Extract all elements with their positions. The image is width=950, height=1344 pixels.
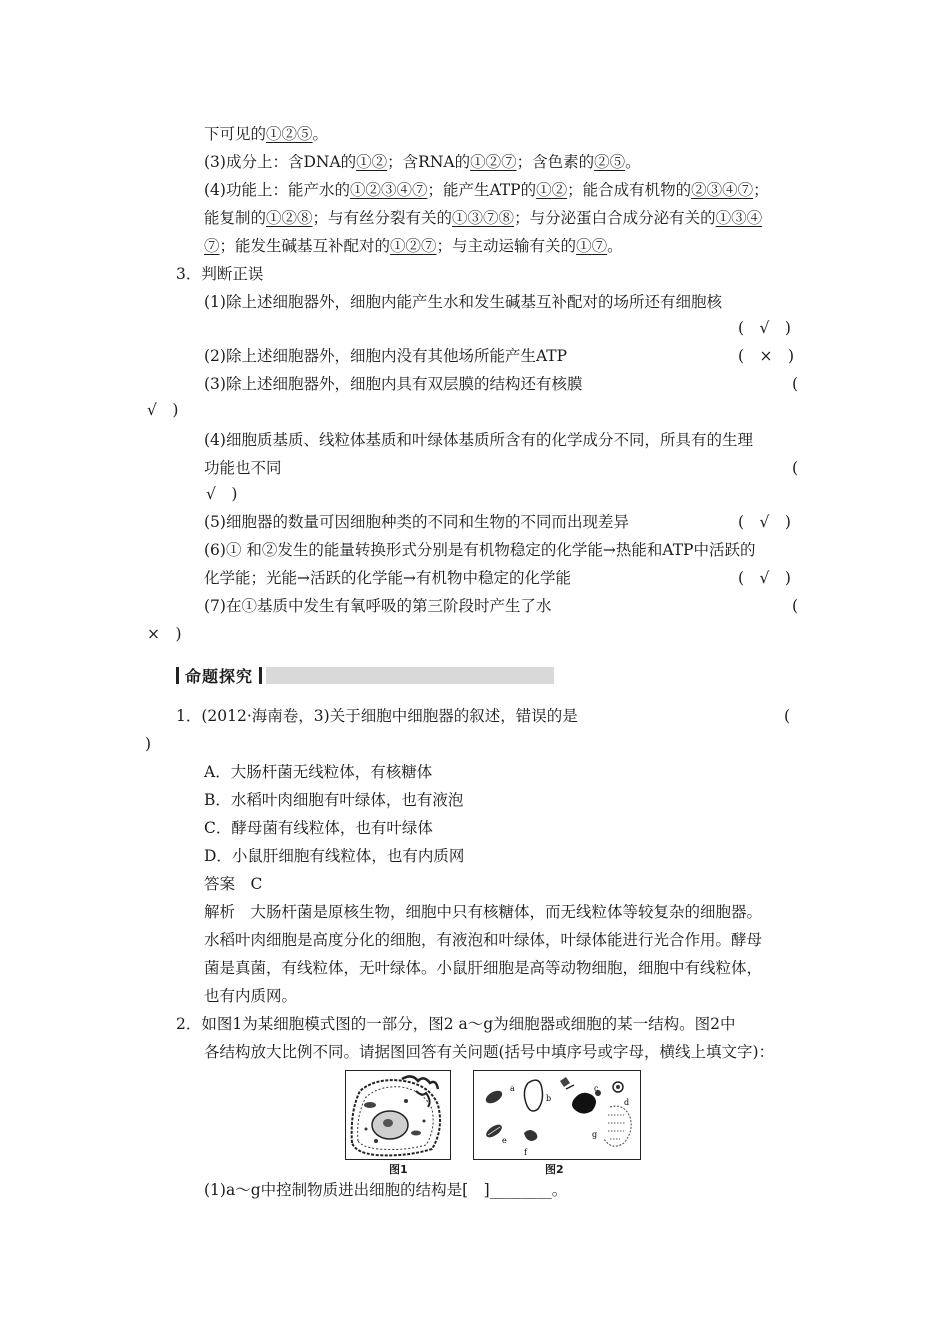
- answer-bracket-close: ): [145, 735, 152, 753]
- text: ；能产生ATP的: [427, 181, 537, 199]
- explanation-line: 水稻叶肉细胞是高度分化的细胞，有液泡和叶绿体，叶绿体能进行光合作用。酵母: [204, 931, 763, 949]
- underlined-answer: ①⑦: [576, 237, 608, 255]
- option-d: D．小鼠肝细胞有线粒体，也有内质网: [204, 847, 465, 865]
- explanation-line: 菌是真菌，有线粒体，无叶绿体。小鼠肝细胞是高等动物细胞，细胞中有线粒体，: [204, 959, 763, 977]
- judgement-item: (3)除上述细胞器外，细胞内具有双层膜的结构还有核膜: [204, 375, 583, 393]
- label-f: f: [524, 1148, 527, 1157]
- judgement-answer: √ ): [147, 401, 179, 419]
- judgement-answer-open: (: [792, 597, 799, 615]
- underlined-answer: ①②: [356, 153, 388, 171]
- figure-1-frame: [345, 1070, 451, 1160]
- text: 。: [312, 125, 329, 143]
- question-2-cont: 各结构放大比例不同。请据图回答有关问题(括号中填序号或字母，横线上填文字)：: [204, 1043, 775, 1061]
- judgement-item: (6)① 和②发生的能量转换形式分别是有机物稳定的化学能→热能和ATP中活跃的: [204, 541, 756, 559]
- judgement-answer: ( √ ): [738, 513, 791, 531]
- underlined-answer: ①②⑤: [266, 125, 313, 143]
- underlined-answer: ①②③④⑦: [349, 181, 428, 199]
- text: ；能合成有机物的: [567, 181, 692, 199]
- judgement-item: (5)细胞器的数量可因细胞种类的不同和生物的不同而出现差异: [204, 513, 629, 531]
- judgement-answer-open: (: [792, 375, 799, 393]
- judgement-answer: ( × ): [738, 347, 795, 365]
- text: ；含色素的: [516, 153, 595, 171]
- text: (3)成分上：含DNA的: [204, 153, 357, 171]
- judgement-item: (7)在①基质中发生有氧呼吸的第三阶段时产生了水: [204, 597, 552, 615]
- text: ；与有丝分裂有关的: [312, 209, 453, 227]
- label-d: d: [624, 1098, 630, 1107]
- option-b: B．水稻叶肉细胞有叶绿体，也有液泡: [204, 791, 464, 809]
- judgement-item: 化学能；光能→活跃的化学能→有机物中稳定的化学能: [204, 569, 571, 587]
- underlined-answer: ①②⑦: [470, 153, 517, 171]
- judgement-item: (1)除上述细胞器外，细胞内能产生水和发生碱基互补配对的场所还有细胞核: [204, 293, 722, 311]
- judgement-item: (4)细胞质基质、线粒体基质和叶绿体基质所含有的化学成分不同，所具有的生理: [204, 431, 753, 449]
- judgement-answer: × ): [147, 625, 182, 643]
- text: ；含RNA的: [387, 153, 471, 171]
- underlined-answer: ①②⑦: [390, 237, 437, 255]
- answer-bracket-open: (: [784, 707, 791, 725]
- item-heading: 3．判断正误: [176, 265, 264, 283]
- section-header: [176, 665, 554, 685]
- figure-1-caption: 图1: [389, 1163, 408, 1176]
- judgement-answer: √ ): [206, 485, 238, 503]
- explanation-line: 解析 大肠杆菌是原核生物，细胞中只有核糖体，而无线粒体等较复杂的细胞器。: [204, 903, 763, 921]
- text-line: [204, 208, 762, 228]
- label-b: b: [546, 1094, 552, 1103]
- cell-diagram-image: [346, 1071, 450, 1159]
- option-a: A．大肠杆菌无线粒体，有核糖体: [204, 763, 433, 781]
- section-fill: [266, 667, 554, 684]
- text-line: [204, 236, 623, 256]
- judgement-item: (2)除上述细胞器外，细胞内没有其他场所能产生ATP: [204, 347, 568, 365]
- question-2: 2．如图1为某细胞模式图的一部分，图2 a～g为细胞器或细胞的某一结构。图2中: [176, 1015, 736, 1033]
- question-1: 1．(2012·海南卷，3)关于细胞中细胞器的叙述，错误的是: [176, 707, 578, 725]
- text: ；与主动运输有关的: [436, 237, 577, 255]
- underlined-answer: ①③④: [715, 209, 763, 227]
- organelles-diagram-image: [474, 1071, 640, 1159]
- text: 。: [625, 153, 641, 171]
- text: 能复制的: [204, 209, 267, 227]
- answer-line: 答案 C: [204, 875, 263, 893]
- underlined-answer: ①②⑧: [266, 209, 313, 227]
- text: ；能发生碱基互补配对的: [219, 237, 391, 255]
- figure-2-caption: 图2: [545, 1163, 564, 1176]
- section-bar: [259, 667, 262, 684]
- text: 。: [607, 237, 623, 255]
- underlined-answer: ⑦: [204, 237, 220, 255]
- text: ；: [753, 181, 769, 199]
- judgement-answer-open: (: [792, 459, 799, 477]
- underlined-answer: ①③⑦⑧: [452, 209, 515, 227]
- judgement-answer: ( √ ): [738, 569, 791, 587]
- judgement-item: 功能也不同: [204, 459, 282, 477]
- explanation-line: 也有内质网。: [204, 987, 298, 1005]
- label-e: e: [502, 1136, 507, 1145]
- text-line: [204, 152, 641, 172]
- underlined-answer: ①②: [536, 181, 568, 199]
- text: ；与分泌蛋白合成分泌有关的: [514, 209, 716, 227]
- label-g: g: [592, 1130, 598, 1139]
- judgement-answer: ( √ ): [738, 319, 791, 337]
- sub-question-1: (1)a～g中控制物质进出细胞的结构是[ ]________。: [204, 1181, 568, 1199]
- label-a: a: [510, 1084, 515, 1093]
- option-c: C．酵母菌有线粒体，也有叶绿体: [204, 819, 433, 837]
- section-title: 命题探究: [185, 666, 254, 686]
- text-line: [204, 124, 328, 144]
- figure-2-frame: [473, 1070, 641, 1160]
- label-c: c: [594, 1084, 599, 1093]
- text-line: [204, 180, 769, 200]
- text: (4)功能上：能产水的: [204, 181, 350, 199]
- underlined-answer: ②⑤: [594, 153, 626, 171]
- text: 下可见的: [204, 125, 267, 143]
- underlined-answer: ②③④⑦: [691, 181, 754, 199]
